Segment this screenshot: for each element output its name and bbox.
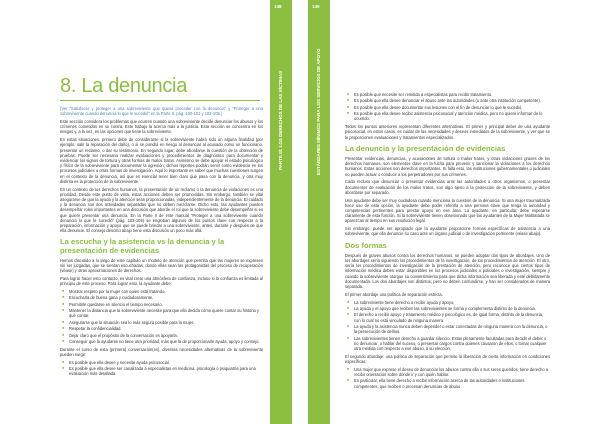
section-paragraph: Después de graves abusos contra los derechos humanos, se pueden adoptar dos tipos de abordajes. Uno de los abordajes sería siguiendo los procedimientos de la investigación, de los procedimientos de atención. El otro, sería los procedimientos de investigación de la prestación de atención, pero reconoce que ciertos tipos de información médica deben estar disponibles en los procesos judiciales o policiales o investigación, siempre y cuando la sobreviviente otorgue su consentimiento para que dicha información sea liberada y esté debidamente documentada. Los dos abordajes son distintos, pero no deben confundirse, y han ser considerados de manera separada.: [345, 252, 550, 290]
bullet-list: [345, 300, 550, 352]
section-paragraph: Una ayudante debe ser muy cuidadosa cuando menciona la cuestión de la denuncia. Si una mujer traumatizada hace uso de esta opción, la ayudante debe poder referirla a una persona clave que tenga la autoridad y competencias pertinentes para prestar apoyo en ese área. La ayudante, en particular, debe esperarse claramente de esta función. Si la sobreviviente tienen obsesionado que las ayudantes de la Mujer Maltratada se aparezcan al tiempo en sus resolución legal.: [345, 197, 550, 224]
list-item: ■ Conseguir que la ayudante no tiene otra prioridad, más que la de proporcionarle ayuda, apoyo y consejo.: [69, 339, 263, 344]
left-sidebar: [270, 0, 292, 424]
section-paragraph: Hemos discutido a lo largo de este capítulo un modelo de atención que permita que las mujeres se expresen sin ser juzgadas, que se sientan escuchadas, donde ellas sean las protagonistas del proceso de recuperación (véase) y otras aproximaciones de derechos.: [60, 257, 263, 274]
list-item: ■ Mostrar respeto por la mujer con quien está tratando.: [69, 289, 263, 294]
paragraph: Todos los puntos anteriores representan diferentes alternativas. El primer y principal deber de una ayudante psicosocial, en estos casos, es cuidar de las necesidades y deseos inmediatos de la sobreviviente, y ver que se le proporcionen evaluaciones y tratamientos especializados.: [345, 124, 550, 140]
list-item: ■ Respetar la confidencialidad.: [69, 326, 263, 331]
right-column: [345, 92, 550, 391]
list-item: ■ Es posible que ella desee y necesite ayuda psicosocial.: [69, 360, 263, 365]
list-item: ■ Permitirle quedarse en silencio el tiempo necesario.: [69, 302, 263, 307]
right-sidebar: [308, 0, 330, 424]
list-item: ■ Es posible que ella desee documentar sus lesiones con el fin de denunciar lo que le sucedió.: [354, 105, 550, 110]
intro-paragraph: En estas situaciones, primero debe de considerarse si la sobreviviente habrá sido un alguna finalidad (por ejemplo: salir la reparación del daño), o si se pondrá en riesgo al denunciar al acusado como un funcionario, presentar un reclamo, o dar su testimonio. En segundo lugar, debe abordarse la cuestión de la obtención de pruebas. Puede ser necesario realizar evaluaciones y procedimientos de diagnóstico para documentar y evidenciar los signos de tortura y otras formas de malos tratos. Asimismo se debe apoyar el estado psicológico y físico de la sobreviviente para documentar la agresión; dichos reportes podrán servir como evidencia en los procesos judiciales u otras formas de investigación. Aquí lo importante es saber que muchas cuestiones surgen en el contexto de la denuncia, así que es esencial tener bien claro qué pasa con la denuncia, y otra muy distinta es la protección de la sobreviviente.: [60, 137, 263, 184]
list-item: ■ El derecho a recibir apoyo y tratamiento médico y psicológico es, de igual forma, distinto de la denuncia, con lo cual no está vinculado de ninguna manera.: [354, 312, 550, 322]
bullet-list: [60, 360, 263, 377]
list-item: ■ Una mujer que exprese el deseo de denunciar los abusos contra ella o sus seres queridos, tiene derecho a recibir orientación sobre dónde ir y con quién hablar.: [354, 367, 550, 377]
section-paragraph: Cada recluso que denunciar o presentar evidencias ante las autoridades u otros organismos, o presentar documentos de evaluación de los malos tratos, son algo ajeno a la protección de la sobreviviente, y deben abordarse por separado.: [345, 179, 550, 195]
intro-paragraph: Este sección considera los problemas que ocurren cuando una sobreviviente decide denunciar los abusos y los crímenes cometidos en su contra. Este trabajo la acerca más a la justicia. Esta sección se concentra en los riesgos y, a la vez, en las opciones que tiene la sobreviviente.: [60, 119, 263, 135]
bullet-list: [345, 367, 550, 389]
bullet-list: [345, 92, 550, 122]
right-page: [300, 0, 600, 424]
bullet-list: [60, 289, 263, 344]
right-sidebar-text: ESTÁNDARES MÍNIMOS PARA LOS SERVICIOS DE APOYO: [316, 48, 321, 175]
section-heading: La denuncia y la presentación de evidencias: [345, 143, 506, 153]
section-heading: La escucha y la asistencia vs la denuncia y la presentación de evidencias: [60, 237, 225, 255]
list-item: ■ La sobreviviente tiene derecho a recibir ayuda y apoyo.: [354, 300, 550, 305]
list-item: ■ La ayuda y la asistencia nunca deben depender o estar conectadas de ninguna manera con la denuncia, o la persecución de delitos.: [354, 324, 550, 334]
left-column: [60, 106, 263, 379]
page-title: 8. La denuncia: [60, 75, 188, 97]
section-paragraph: Presentar evidencias, denuncias, y acusaciones de tortura o malos tratos, y otras violaciones graves de los derechos humanos, son elementos clave en la lucha para prevenir y sancionar la violaciones a los derechos humanos. Estas acciones son derechos importantes. Si falla esto, las instituciones gubernamentales o judiciales no pueden actuar o conducir a los perpetradores por sus crímenes.: [345, 155, 550, 177]
intro-reference: (Ver “Satisfacer y proteger a una sobreviviente que quiera proceder con la denuncia” y “Proteger a una sobreviviente cuando denuncia lo que le sucedió” en la Parte II, pág. 100-101 y 102-105.): [60, 106, 263, 117]
section-paragraph: Durante el curso de esta (primera) conversación(es), diversas necesidades alternativas de la sobreviviente pueden surgir:: [60, 346, 263, 357]
list-item: ■ En particular, ella tiene derecho a recibir información acerca de las autoridades e instituciones competentes, que reciben o procesan denuncias de abuso: [354, 378, 550, 388]
list-item: ■ Es posible que ella desee recibir asistencia psicosocial y atención médica, pero no quiere informar de lo ocurrido.: [354, 111, 550, 121]
left-sidebar-text: PARTE III: LOS DERECHOS DE LAS VÍCTIMAS: [278, 70, 283, 170]
list-item: ■ Dejar claro que el propósito de la conversación es apoyarla.: [69, 333, 263, 338]
section-paragraph: El primer abordaje una política de separación estricta.: [345, 291, 443, 297]
list-item: ■ Es posible que ella desee denunciar el abuso ante las autoridades (o ante otra institución competente).: [354, 98, 550, 103]
intro-note: [60, 106, 263, 116]
page-number-right: 149: [312, 4, 320, 9]
list-item: ■ Escucharla de buena gana y cuidadosamente.: [69, 295, 263, 300]
section-paragraph: El segundo abordaje: una política de separación que permite la liberación de cierta información en condiciones específicas:: [345, 353, 550, 364]
list-item: ■ Es posible que necesite ser remitida a especialistas para recibir tratamiento.: [354, 92, 550, 97]
list-item: ■ Asegurarse que la situación sea lo más segura posible para la mujer.: [69, 320, 263, 325]
page-number-left: 148: [274, 4, 282, 9]
section-paragraph: Sin embargo, puede ser apropiado que la ayudante proporcione formas específicas de asistencia a una sobreviviente, que ella denuncie su caso ante un órgano judicial o de investigación pertinente (véase abajo).: [345, 226, 550, 237]
section-paragraph: Para lograr hacer esto contacto, es vital crear una atmósfera de confianza, incluso si la confianza es limitada al principio de este proceso. Para lograr esto, la ayudante debe:: [60, 276, 263, 287]
section-heading: Dos formas: [345, 240, 387, 250]
list-item: ■ La ayuda y el apoyo que reciben las sobrevivientes se forma y complementa distinto de la denuncia.: [354, 306, 550, 311]
intro-paragraph: En un contexto de los derechos humanos, la presentación de un reclamo o la denuncia de violaciones es una prioridad. Desde este punto de vista, estas acciones deben ser promovidas. Sin embargo, también se vital asegurarse de que la ayuda y la atención sean proporcionadas, independientemente de la denuncia. El cuidado y la denuncia son dos actividades separadas que no deben mezclarse. Dicho esto, las ayudantes pueden desempeñar roles importantes en una discusión que aborde el rol que la sobreviviente debe desempeñar si es que quiere presentar una denuncia. En la Parte II de este manual “Proteger a una sobreviviente cuando denuncia lo que le sucedió” (pág. 102-105) se engloban algunos de los puntos clave con respecto a la preparación, información y apoyo que se puede brindar a una sobreviviente, antes, durante y después de que ella denuncie. El consejo descrito abajo tiene esta discusión un poco más allá.: [60, 186, 263, 234]
list-item: ■ Mantener la distancia que la sobreviviente necesite para que ella decida cómo quiere contar su historia y qué contar.: [69, 308, 263, 318]
list-item: ■ Las sobrevivientes tienen derecho a guardar silencio. Estas plenamente facultadas para decidir el deber o no denunciar, o hablar del suceso, o presentar cargos contra quienes causaron de ellos, o tomar cualquier otra medida con respecto a ese abuso, a su elección.: [354, 336, 550, 352]
title-rule: [60, 100, 260, 101]
list-item: ■ Es posible que ella desee ser canalizada a especialistas en medicina, psicología o psiquiatría para una evaluación más detallada.: [69, 366, 263, 376]
